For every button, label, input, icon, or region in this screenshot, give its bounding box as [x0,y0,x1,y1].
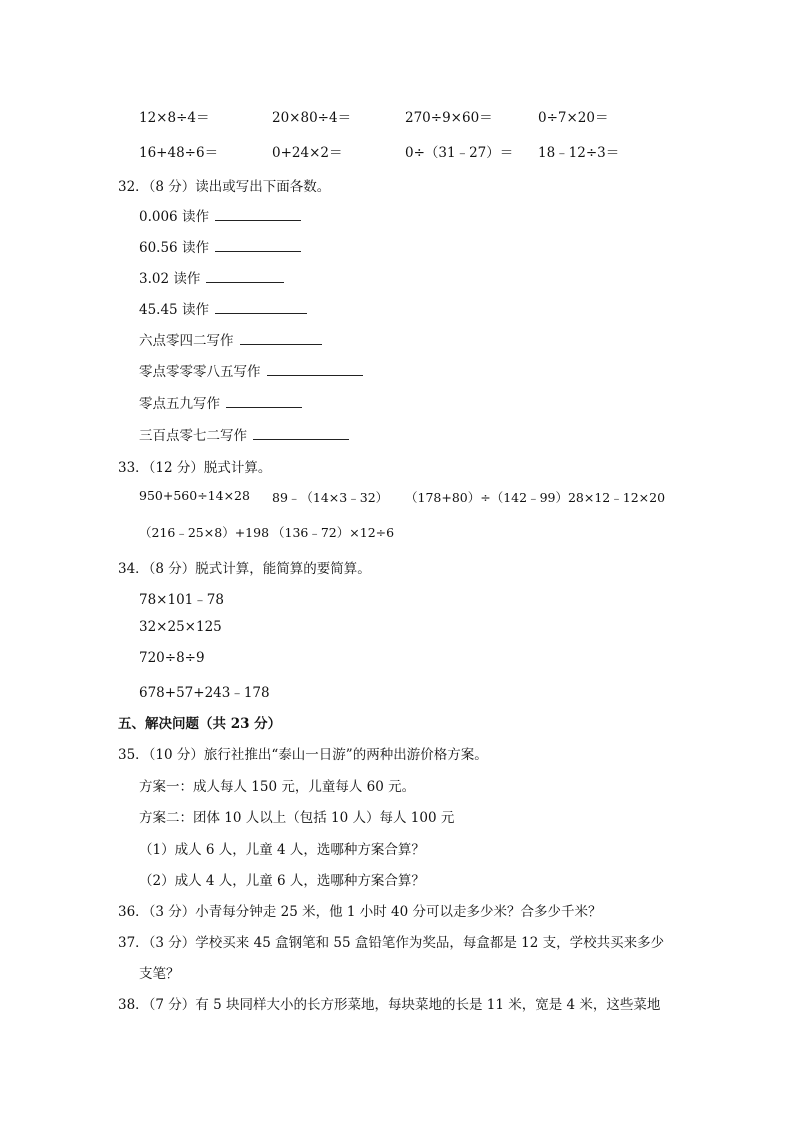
list-item [139,205,301,225]
expression: 89﹣（14×3﹣32） [272,490,389,505]
sub-question-2: （2）成人 4 人，儿童 6 人，选哪种方案合算？ [139,873,425,889]
list-item [139,424,349,444]
item-label: 3.02 读作 [139,271,201,287]
item-label: 三百点零七二写作 [139,428,247,444]
question-37-line-2: 支笔？ [139,966,180,982]
answer-blank[interactable] [240,332,322,345]
item-label: 零点零零零八五写作 [139,364,261,380]
plan-two: 方案二：团体 10 人以上（包括 10 人）每人 100 元 [139,810,455,826]
answer-blank[interactable] [215,208,301,221]
plan-one: 方案一：成人每人 150 元，儿童每人 60 元。 [139,779,416,795]
answer-blank[interactable] [215,239,301,252]
calc-item: 18﹣12÷3＝ [538,145,620,161]
list-item [139,360,363,380]
item-label: 45.45 读作 [139,302,209,318]
expression: 950+560÷14×28 [139,488,250,503]
question-38-line-1: 38．（7 分）有 5 块同样大小的长方形菜地，每块菜地的长是 11 米，宽是 4 米，这些菜地 [118,997,661,1013]
calc-item: 270÷9×60＝ [405,110,493,126]
calc-item: 16+48÷6＝ [139,145,219,161]
answer-blank[interactable] [215,301,307,314]
calc-item: 0÷7×20＝ [538,110,609,126]
question-34-title: 34．（8 分）脱式计算，能简算的要简算。 [118,561,371,577]
question-35-title: 35．（10 分）旅行社推出“泰山一日游”的两种出游价格方案。 [118,747,488,763]
expression: 78×101﹣78 [139,592,224,608]
calc-item: 0+24×2＝ [272,145,343,161]
list-item [139,236,301,256]
expression: （136﹣72）×12÷6 [272,525,395,540]
answer-blank[interactable] [206,270,284,283]
item-label: 0.006 读作 [139,209,209,225]
question-36-title: 36．（3 分）小青每分钟走 25 米，他 1 小时 40 分可以走多少米？合多少千米？ [118,904,602,920]
question-37-line-1: 37．（3 分）学校买来 45 盒钢笔和 55 盒铅笔作为奖品，每盒都是 12 支，学校共买来多少 [118,935,665,951]
expression: （216﹣25×8）+198 [139,525,270,540]
expression: （178+80）÷（142﹣99）28×12﹣12×20 [405,490,666,505]
answer-blank[interactable] [226,395,302,408]
list-item [139,298,307,318]
calc-item: 12×8÷4＝ [139,110,210,126]
item-label: 60.56 读作 [139,240,209,256]
calc-item: 0÷（31﹣27）＝ [405,145,514,161]
expression: 720÷8÷9 [139,650,205,666]
list-item [139,267,284,287]
answer-blank[interactable] [253,427,349,440]
item-label: 零点五九写作 [139,396,220,412]
answer-blank[interactable] [267,363,363,376]
item-label: 六点零四二写作 [139,333,234,349]
calc-item: 20×80÷4＝ [272,110,352,126]
list-item [139,392,302,412]
question-33-title: 33．（12 分）脱式计算。 [118,460,272,476]
sub-question-1: （1）成人 6 人，儿童 4 人，选哪种方案合算？ [139,842,425,858]
section-title: 五、解决问题（共 23 分） [118,716,282,732]
list-item [139,329,322,349]
expression: 32×25×125 [139,619,222,635]
expression: 678+57+243﹣178 [139,685,270,701]
question-32-title: 32．（8 分）读出或写出下面各数。 [118,179,331,195]
